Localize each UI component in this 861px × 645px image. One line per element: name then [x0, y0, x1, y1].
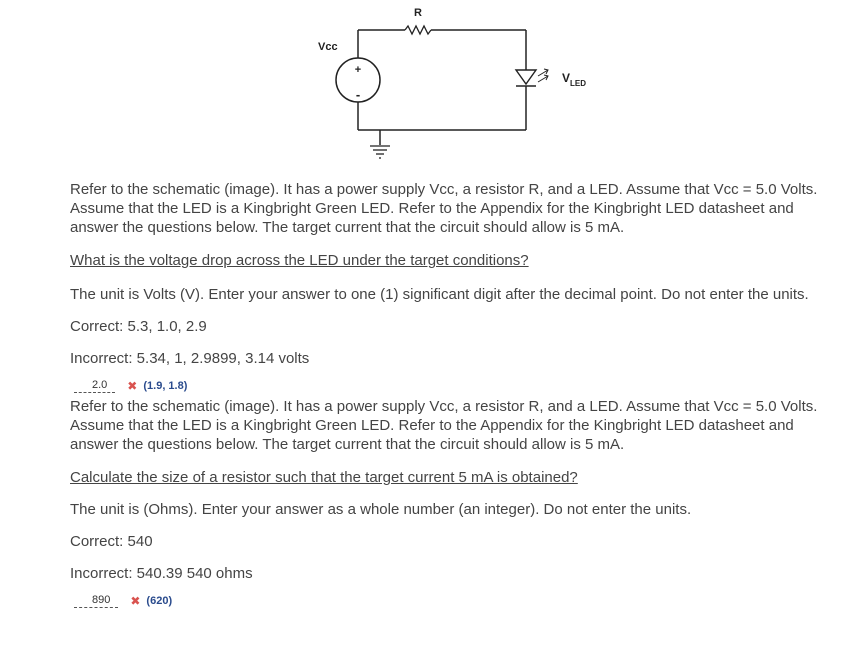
minus-sign: - — [355, 87, 361, 102]
q1-incorrect-icon: ✖ — [127, 378, 138, 393]
resistor-label: R — [414, 7, 422, 19]
q2-answer-field[interactable]: 890 — [74, 593, 118, 608]
ground-symbol — [370, 146, 390, 158]
q2-prompt: Refer to the schematic (image). It has a power supply Vcc, a resistor R, and a LED. Assume that Vcc = 5.0 Volts. Assume that the LED is a Kingbright Green LED. Refer to the Appendix for the Kingbright LED datasheet and answer the questions below. The target current that the circuit should allow is 5 mA. — [70, 398, 818, 453]
question-content — [70, 180, 840, 608]
q2-question: Calculate the size of a resistor such that the target current 5 mA is obtained? — [70, 469, 578, 486]
q2-feedback: (620) — [146, 594, 173, 607]
q2-correct: Correct: 540 — [70, 533, 153, 550]
vled-label: $V_{LED}$ — [562, 71, 587, 88]
vcc-label: Vcc — [318, 41, 338, 53]
q2-answer-row — [70, 593, 840, 608]
q1-answer-row — [70, 378, 840, 393]
q1-feedback: (1.9, 1.8) — [143, 379, 188, 392]
q1-answer-field[interactable]: 2.0 — [74, 378, 115, 393]
q2-instruction: The unit is (Ohms). Enter your answer as a whole number (an integer). Do not enter the units. — [70, 501, 692, 518]
led-symbol — [516, 70, 536, 84]
q1-incorrect: Incorrect: 5.34, 1, 2.9899, 3.14 volts — [70, 350, 310, 367]
circuit-schematic — [300, 0, 620, 175]
q2-incorrect: Incorrect: 540.39 540 ohms — [70, 565, 253, 582]
resistor-symbol — [405, 26, 431, 34]
q1-question: What is the voltage drop across the LED under the target conditions? — [70, 252, 529, 269]
q2-incorrect-icon: ✖ — [130, 593, 141, 608]
q1-instruction: The unit is Volts (V). Enter your answer to one (1) significant digit after the decimal point. Do not enter the units. — [70, 286, 809, 303]
q1-correct: Correct: 5.3, 1.0, 2.9 — [70, 318, 207, 335]
plus-sign: + — [354, 64, 362, 76]
q1-prompt: Refer to the schematic (image). It has a power supply Vcc, a resistor R, and a LED. Assume that Vcc = 5.0 Volts. Assume that the LED is a Kingbright Green LED. Refer to the Appendix for the Kingbright LED datasheet and answer the questions below. The target current that the circuit should allow is 5 mA. — [70, 181, 818, 236]
